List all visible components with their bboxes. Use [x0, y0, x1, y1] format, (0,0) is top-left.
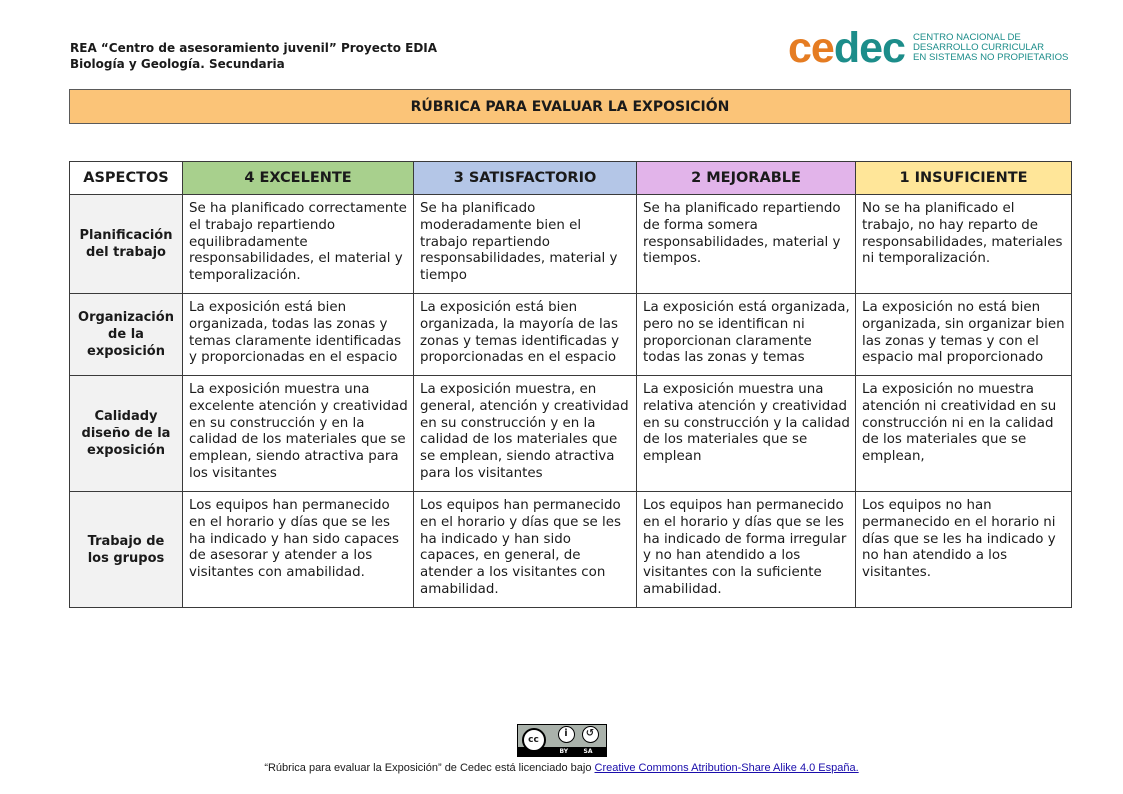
criterion-cell: La exposición muestra una relativa atención y creatividad en su construcción y la calidad de los materiales que se emplean: [637, 376, 856, 492]
criterion-cell: La exposición no está bien organizada, sin organizar bien las zonas y temas y con el espacio mal proporcionado: [856, 294, 1072, 376]
aspect-cell: Organización de la exposición: [70, 294, 183, 376]
table-row: [70, 195, 1072, 294]
criterion-cell: La exposición está bien organizada, todas las zonas y temas claramente identificadas y proporcionadas en el espacio: [183, 294, 414, 376]
logo-subtitle: CENTRO NACIONAL DE DESARROLLO CURRICULAR EN SISTEMAS NO PROPIETARIOS: [912, 32, 1069, 63]
criterion-cell: La exposición no muestra atención ni creatividad en su construcción ni en la calidad de los materiales que se emplean,: [856, 376, 1072, 492]
document-header: [70, 41, 437, 72]
criterion-cell: No se ha planificado el trabajo, no hay reparto de responsabilidades, materiales ni temporalización.: [856, 195, 1072, 294]
criterion-cell: La exposición está organizada, pero no se identifican ni proporcionan claramente todas las zonas y temas: [637, 294, 856, 376]
license-footer: [0, 724, 1123, 774]
aspect-cell: Calidady diseño de la exposición: [70, 376, 183, 492]
header-mejorable: 2 MEJORABLE: [637, 162, 856, 195]
criterion-cell: La exposición muestra una excelente atención y creatividad en su construcción y en la calidad de los materiales que se emplean, siendo atractiva para los visitantes: [183, 376, 414, 492]
badge-by-label: BY: [559, 748, 569, 755]
badge-sa-label: SA: [583, 748, 593, 755]
table-row: [70, 492, 1072, 608]
logo-wordmark: cedec: [788, 24, 905, 72]
rubric-table: [69, 161, 1072, 608]
table-row: [70, 294, 1072, 376]
sa-share-alike-icon: ↺: [582, 726, 599, 743]
rubric-title: RÚBRICA PARA EVALUAR LA EXPOSICIÓN: [69, 89, 1071, 124]
criterion-cell: La exposición muestra, en general, atención y creatividad en su construcción y en la calidad de los materiales que se emplean, siendo atractiva para los visitantes: [414, 376, 637, 492]
criterion-cell: Se ha planificado repartiendo de forma somera responsabilidades, material y tiempos.: [637, 195, 856, 294]
cc-icon: cc: [522, 728, 546, 752]
criterion-cell: Se ha planificado moderadamente bien el trabajo repartiendo responsabilidades, material y tiempo: [414, 195, 637, 294]
header-line-2: Biología y Geología. Secundaria: [70, 56, 285, 71]
criterion-cell: La exposición está bien organizada, la mayoría de las zonas y temas identificadas y proporcionadas en el espacio: [414, 294, 637, 376]
criterion-cell: Los equipos no han permanecido en el horario ni días que se les ha indicado y no han atendido a los visitantes.: [856, 492, 1072, 608]
by-attribution-icon: i: [558, 726, 575, 743]
header-satisfactorio: 3 SATISFACTORIO: [414, 162, 637, 195]
criterion-cell: Se ha planificado correctamente el trabajo repartiendo equilibradamente responsabilidades, el material y temporalización.: [183, 195, 414, 294]
aspect-cell: Planificación del trabajo: [70, 195, 183, 294]
criterion-cell: Los equipos han permanecido en el horario y días que se les ha indicado de forma irregular y no han atendido a los visitantes con la suficiente amabilidad.: [637, 492, 856, 608]
header-insuficiente: 1 INSUFICIENTE: [856, 162, 1072, 195]
criterion-cell: Los equipos han permanecido en el horario y días que se les ha indicado y han sido capaces, en general, de atender a los visitantes con amabilidad.: [414, 492, 637, 608]
cedec-logo: [788, 24, 1069, 72]
header-excelente: 4 EXCELENTE: [183, 162, 414, 195]
table-row: [70, 376, 1072, 492]
cc-by-sa-badge-icon: [517, 724, 607, 757]
rubric-header-row: [70, 162, 1072, 195]
aspect-cell: Trabajo de los grupos: [70, 492, 183, 608]
license-link[interactable]: Creative Commons Atribution-Share Alike 4.0 España.: [594, 762, 859, 774]
criterion-cell: Los equipos han permanecido en el horario y días que se les ha indicado y han sido capaces de asesorar y atender a los visitantes con amabilidad.: [183, 492, 414, 608]
header-line-1: REA “Centro de asesoramiento juvenil” Proyecto EDIA: [70, 41, 438, 55]
license-text: “Rúbrica para evaluar la Exposición” de Cedec está licenciado bajo Creative Commons Atribution-Share Alike 4.0 España.: [264, 762, 859, 774]
header-aspectos: ASPECTOS: [70, 162, 183, 195]
